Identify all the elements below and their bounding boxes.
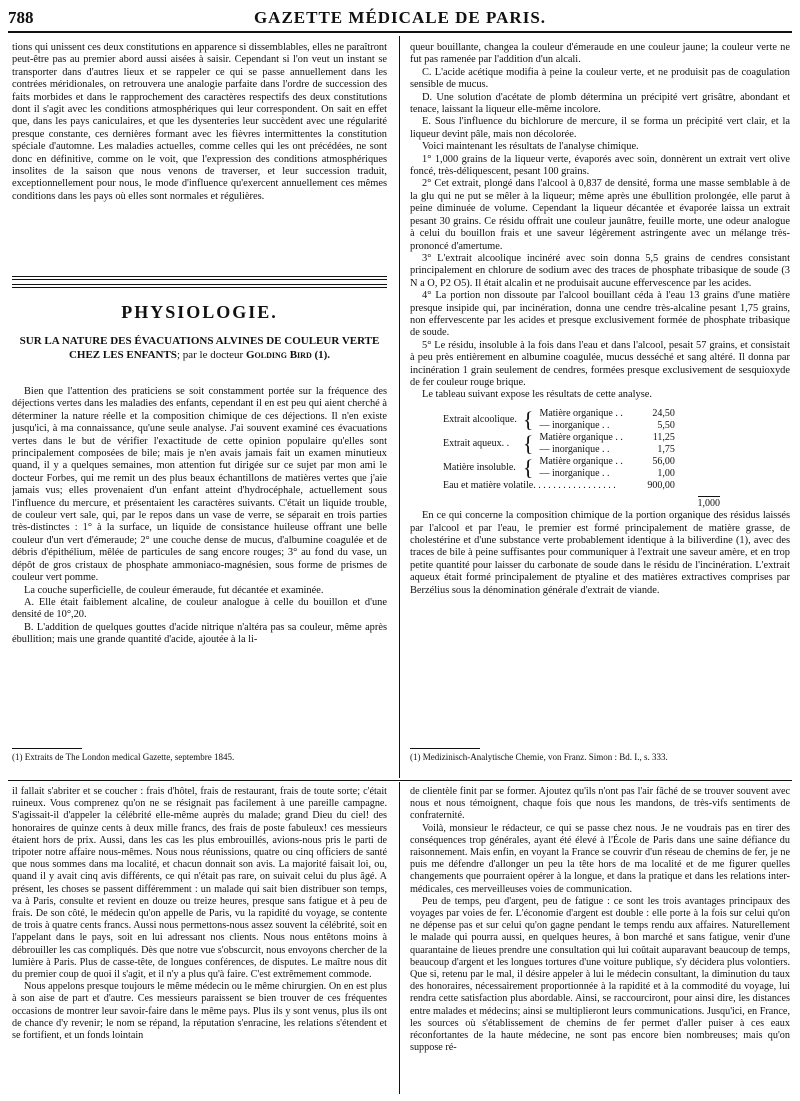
result-paragraph-4: 4° La portion non dissoute par l'alcool bouillant céda à l'eau 13 grains d'une matière presque insipide qui, par incinération, donna une cendre très-alcaline pesant 1,75 grains, non effervescente par les acides et presque exclusivement formée de phosphate tribasique de soude. xyxy=(410,290,790,339)
table-item-label: Matière organique . . xyxy=(539,455,623,467)
article-title xyxy=(12,334,387,362)
result-paragraph-3: 3° L'extrait alcoolique incinéré avec soin donna 5,5 grains de cendres consistant principalement en chlorure de sodium avec des traces de phosphate tribasique de soude (3 N a O, P2 O5). Il était alcalin et ne produisait aucune effervescence par les acides. xyxy=(410,252,790,289)
table-group-label: Extrait alcoolique. xyxy=(443,413,517,425)
table-item-label: — inorganique . . xyxy=(539,419,610,431)
test-paragraph-e: E. Sous l'influence du bichlorure de mercure, il se forma un précipité vert clair, et la liqueur devint pâle, mais non décolorée. xyxy=(410,116,790,140)
table-total-value: 1,000 xyxy=(697,497,720,509)
table-row xyxy=(440,432,678,444)
water-label: Eau et matière volatile. . . . . . . . . . . . . . . . . xyxy=(443,479,616,491)
article-body-left xyxy=(12,386,387,738)
table-item-value: 56,00 xyxy=(652,455,675,467)
table-item-value: 24,50 xyxy=(652,407,675,419)
page-section-divider xyxy=(8,780,792,781)
table-item-label: — inorganique . . xyxy=(539,443,610,455)
test-paragraph-d: D. Une solution d'acétate de plomb détermina un précipité vert grisâtre, abondant et tenace, laissant la liqueur elle-même incolore. xyxy=(410,91,790,116)
article-body-right xyxy=(410,42,790,738)
brace-glyph: { xyxy=(522,454,534,480)
letter-paragraph: Nous appelons presque toujours le même médecin ou le même chirurgien. On en est plus à son aise de part et d'autre. Ces messieurs paraissent se bien trouver de ces fréquentes occasions de montrer leur savoir-faire dans le même pays. Plus ils y sont venus, plus ils ont de chance d'y revenir; le nom se répand, la réputation s'enracine, les relations s'étendent et se fortifient, et un fonds lointain xyxy=(12,981,387,1042)
table-item-value: 5,50 xyxy=(657,419,675,431)
test-paragraph-b-continued: queur bouillante, changea la couleur d'émeraude en une couleur jaune; la couleur verte ne fut pas ramenée par l'addition d'un alcali. xyxy=(410,42,790,66)
table-item-value: 11,25 xyxy=(652,431,675,443)
table-item-value: 1,00 xyxy=(657,467,675,479)
letter-paragraph: Voilà, monsieur le rédacteur, ce qui se passe chez nous. Je ne voudrais pas en tirer des conséquences trop générales, ayant été élevé à l'École de Paris dans une saine défiance du raisonnement. Mais enfin, en voyant la France se couvrir d'un réseau de chemins de fer, je ne puis me défendre d'allonger un peu la tête hors de ma localité et de me figurer quelles changements que pourraient opérer à la longue, et dans la pratique et dans les relations inter-médicales, ces merveilleuses voies de communication. xyxy=(410,822,790,895)
byline-prefix: ; par le docteur xyxy=(176,349,246,361)
table-row xyxy=(440,456,678,468)
table-row xyxy=(440,408,678,420)
article-title-text: SUR LA NATURE DES ÉVACUATIONS ALVINES DE COULEUR VERTE CHEZ LES ENFANTS xyxy=(19,335,380,361)
brace-glyph: { xyxy=(522,406,534,432)
section-title: PHYSIOLOGIE. xyxy=(121,302,278,322)
result-paragraph-2: 2° Cet extrait, plongé dans l'alcool à 0,837 de densité, forma une masse semblable à de la glu qui ne put se mêler à la liqueur; même après une ébullition prolongée, elle parut à peine diminuée de volume. Cependant la liqueur décantée et évaporée laissa un extrait pesant 30 grains. Ce résidu offrait une couleur jaunâtre, feuille morte, une odeur analogue à celui du bouillon frais et une saveur légèrement astringente avec un mélange très-prononcé d'amertume. xyxy=(410,178,790,252)
footnote-right: (1) Medizinisch-Analytische Chemie, von Franz. Simon : Bd. I., s. 333. xyxy=(410,752,668,762)
conclusion-paragraph: En ce qui concerne la composition chimique de la portion organique des résidus laissés par l'alcool et par l'eau, le premier est formé principalement de matière grasse, de cholestérine et d'une substance verte probablement identique à la biliverdine (1), avec des traces de bile à peine suffisantes pour communiquer à l'extrait une saveur amère, et en trop petite quantité pour laisser du carbonate de soude dans le résidu de l'incinération. L'extrait aqueux était formé principalement de ptyaline et des matières extractives comprises par Berzélius sous la dénomination générale d'extrait de viande. xyxy=(410,510,790,596)
letter-body-left xyxy=(12,786,387,1094)
table-group-label: Extrait aqueux. . xyxy=(443,437,510,449)
section-divider xyxy=(12,276,387,277)
letter-paragraph: Peu de temps, peu d'argent, peu de fatigue : ce sont les trois avantages principaux des voyages par voies de fer. L'économie d'argent est double : elle porte à la fois sur celui qu'on ne dépense pas et sur celui qu'on gagne pendant le temps rendu aux affaires. Naturellement le malade qui pourra aussi, en quelques heures, à bon marché et sans fatigue, venir d'une quarantaine de lieues prendre une consultation qui lui coûtait auparavant beaucoup de temps, beaucoup d'argent et les longues tortures d'une voiture publique, s'y décidera plus volontiers. Que si, retenu par le mal, il désire appeler à lui le médecin consultant, la diminution du taux des honoraires, nécessairement proportionnée à la rapidité et à la commodité du voyage, lui rendra cette satisfaction plus abordable. Ainsi, se raccourciront, pour ainsi dire, les distances entre malades et médecins; ainsi se multiplieront leurs communications. Jusqu'ici, en France, les sources où s'établissement de chemins de fer permet d'aller puiser à ces eaux réconfortantes de la haute médecine, ne sont pas encore bien nombreuses; mais qu'on suppose ré- xyxy=(410,895,790,1054)
brace-glyph: { xyxy=(522,430,534,456)
test-paragraph-c: C. L'acide acétique modifia à peine la couleur verte, et ne produisit pas de coagulation sensible de mucus. xyxy=(410,66,790,91)
result-paragraph-5: 5° Le résidu, insoluble à la fois dans l'eau et dans l'alcool, pesait 57 grains, et consistait à peu près entièrement en albumine coagulée, mucus desséché et sang altéré. Il donna par incinération 1 grain seulement de cendres, formées presque exclusivement de sesquioxyde de fer couleur rouge brique. xyxy=(410,339,790,388)
test-paragraph-a: A. Elle était faiblement alcaline, de couleur analogue à celle du bouillon et d'une densité de 10°,20. xyxy=(12,596,387,621)
test-paragraph-b: B. L'addition de quelques gouttes d'acide nitrique n'altéra pas sa couleur, même après ébullition; mais une grande quantité d'acide, ajoutée à la li- xyxy=(12,621,387,646)
journal-title: GAZETTE MÉDICALE DE PARIS. xyxy=(253,8,547,27)
article-paragraph: La couche superficielle, de couleur émeraude, fut décantée et examinée. xyxy=(24,584,324,596)
table-row xyxy=(440,480,678,492)
letter-paragraph: de clientèle finit par se former. Ajoutez qu'ils n'ont pas l'air fâché de se trouver souvent avec nous et nous témoignent, chaque fois que nous les mandons, de très-vifs sentiments de confraternité. xyxy=(410,786,790,822)
table-item-value: 1,75 xyxy=(657,443,675,455)
article-paragraph: Bien que l'attention des praticiens se soit constamment portée sur la fréquence des déjections vertes dans les maladies des enfants, cependant il en est peu qui aient cherché à déterminer la nature réelle et la composition chimique de ces déjections. Il n'en existe jusqu'ici, à ma connaissance, qu'une seule analyse. J'ai souvent examiné ces évacuations vertes dans le but de vérifier l'exactitude de cette opinion populaire qu'elles sont principalement composées de bile; mais je n'en avais jamais fait un examen minutieux quand, il y a quelques semaines, mon attention fut dirigée sur ce sujet par mon ami le docteur Forbes, qui me remit un des plus beaux échantillons de matières vertes que j'aie jamais vus; elles provenaient d'un enfant atteint d'hydrocéphale, actuellement sous l'influence du mercure, et présentaient les caractères suivants. C'était un liquide trouble, de couleur vert sale, qui, par le repos dans un vase de verre, se séparait en trois parties très-distinctes : 1° à la surface, un liquide de consistance huileuse offrant une belle couleur d'un vert d'émeraude; 2° une couche dense de mucus, d'albumine coagulée et de débris d'épithélium, mêlée de particules de sang encore rouges; 3° au fond du vase, un dépôt de gros cristaux de phosphate ammoniaco-magnésien, sous forme de prismes de couleur vert pomme. xyxy=(12,386,387,584)
section-divider-second xyxy=(12,284,387,285)
column-divider-top xyxy=(399,36,400,778)
letter-paragraph: il fallait s'abriter et se coucher : frais d'hôtel, frais de restaurant, frais de toute sorte; c'était ruineux. Vous comprenez qu'on ne se résignait pas facilement à une pareille campagne. S'agissait-il d'appeler la célébrité elle-même auprès du malade; grand Dieu du ciel! des honoraires de quinze cents à deux mille francs, des frais de poste fabuleux! ces messieurs étaient hors de prix. Aussi, dans les cas les plus embrouillés, avions-nous pris le parti de tripoter notre affaire nous-mêmes. Nous nous réunissions, quatre ou cinq officiers de santé que nous sommes dans ma localité, et chacun donnait son avis. La majorité faisait loi, ou, quand il y avait cinq avis différents, ce qui n'était pas rare, on suivait celui du plus âgé. A présent, les choses se passent différemment : un malade qui sait bien distribuer son temps, va à Paris, consulte et revient en douze ou treize heures, presque sans fatigue et à peu de frais. De son côté, le médecin qu'on appelle de Paris, vu la rapidité du voyage, se contente de trois à quatre cents francs. Aussi nous permettons-nous assez souvent la célébrité, soit en l'appelant dans le pays, soit en lui adressant nos clients. Nous nous entêtons moins à débrouiller les cas compliqués. Dès que notre vue s'obscurcit, nous envoyons chercher de la lumière à Paris. Plus de casse-tête, de longues conférences, de disputes. Le maître nous dit du premier coup de quoi il s'agit, et il n'y a plus qu'à faire. C'est extrêmement commode. xyxy=(12,786,387,981)
table-item-label: Matière organique . . xyxy=(539,407,623,419)
footnote-left: (1) Extraits de The London medical Gazette, septembre 1845. xyxy=(12,752,235,762)
letter-body-right xyxy=(410,786,790,1094)
table-intro: Le tableau suivant expose les résultats de cette analyse. xyxy=(422,389,652,401)
table-item-label: — inorganique . . xyxy=(539,467,610,479)
footnote-rule-right xyxy=(410,748,480,749)
result-paragraph-1: 1° 1,000 grains de la liqueur verte, évaporés avec soin, donnèrent un extrait vert olive foncé, très-déliquescent, pesant 100 grains. xyxy=(410,153,790,178)
table-total xyxy=(410,496,790,510)
results-table xyxy=(440,408,678,492)
continuation-paragraph: tions qui unissent ces deux constitutions en apparence si dissemblables, elles ne paraîtront peut-être pas au premier abord aussi aisées à saisir. Cependant si l'on veut un instant se transporter dans d'autres lieux et se rappeler ce qui se passe annuellement dans les contrées méridionales, on retrouvera une analogie parfaite dans l'ordre de succession des faits morbides et dans le rapprochement des caractères respectifs des deux constitutions dont il s'agit avec les conditions atmosphériques qui leur correspondent. On sait en effet que, dans les pays caniculaires, et que les dysenteries leur succèdent avec une régularité presque constante, ces dernières formant avec les fièvres intermittentes la constitution spéciale d'automne. Les maladies actuelles, comme celles qui les ont précédées, ne sont donc en définitive, comme on le voit, que l'expression des conditions atmosphériques insolites de la saison que nous venons de traverser, et leur succession traduit, exceptionnellement pour nous, le mode d'influence qu'exercent annuellement ces mêmes conditions dans les pays où elles sont normales et régulières. xyxy=(12,42,387,202)
column-divider-bottom xyxy=(399,782,400,1094)
footnote-rule-left xyxy=(12,748,82,749)
table-item-label: Matière organique . . xyxy=(539,431,623,443)
page-number: 788 xyxy=(8,8,34,27)
article-author: Golding Bird (1). xyxy=(245,349,331,361)
analysis-intro: Voici maintenant les résultats de l'analyse chimique. xyxy=(422,141,639,153)
continuation-text xyxy=(12,42,387,270)
water-value: 900,00 xyxy=(647,479,675,491)
header-rule xyxy=(8,31,792,33)
table-group-label: Matière insoluble. xyxy=(443,461,516,473)
